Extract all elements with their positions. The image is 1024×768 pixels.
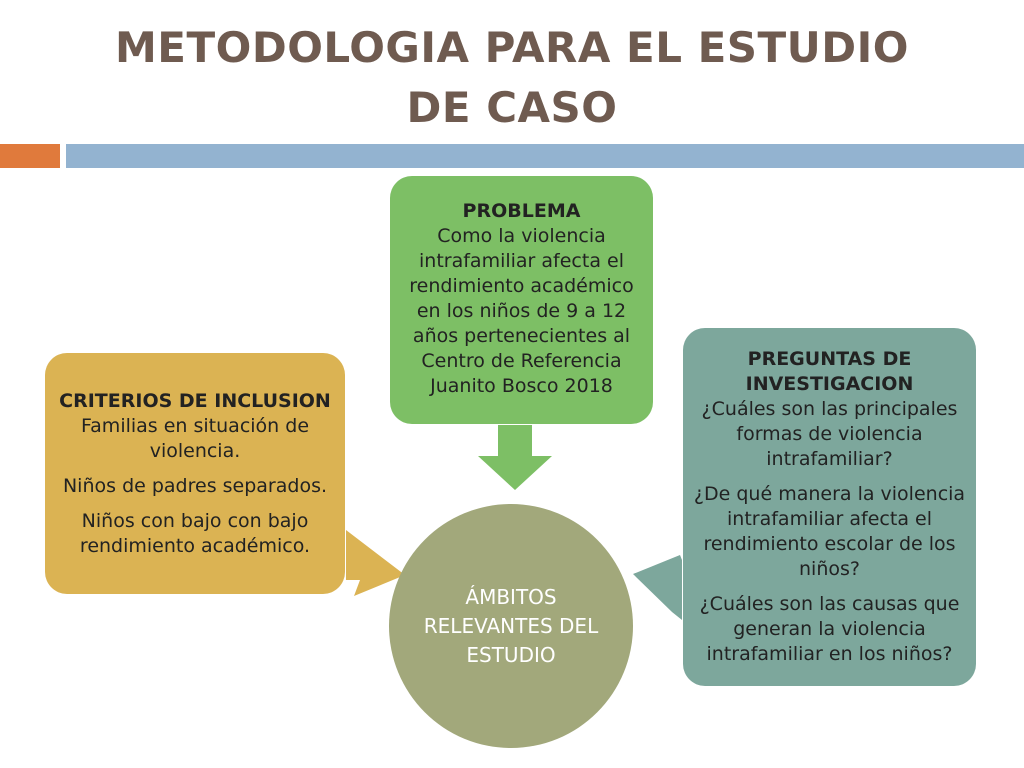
preguntas-heading: PREGUNTAS DE INVESTIGACION [745, 348, 914, 395]
slide-title-line-2: DE CASO [406, 83, 618, 132]
arrow-left-icon [633, 555, 682, 620]
criterios-item: Niños con bajo con bajo rendimiento académico. [79, 509, 311, 557]
criterios-heading: CRITERIOS DE INCLUSION [59, 389, 331, 412]
criterios-item: Niños de padres separados. [62, 474, 328, 497]
preguntas-item: ¿De qué manera la violencia intrafamiliar afecta el rendimiento escolar de los niños? [693, 483, 966, 580]
slide-title-line-1: METODOLOGIA PARA EL ESTUDIO [115, 23, 909, 72]
arrow-down-icon [478, 425, 552, 490]
problema-box [390, 176, 653, 424]
preguntas-box [683, 328, 976, 686]
problema-heading: PROBLEMA [462, 200, 581, 222]
problema-text: Como la violencia intrafamiliar afecta el rendimiento académico en los niños de 9 a 12 años pertenecientes al Centro de Referencia Juanito Bosco 2018 [409, 225, 634, 397]
preguntas-item: ¿Cuáles son las causas que generan la violencia intrafamiliar en los niños? [699, 593, 960, 665]
center-label: ÁMBITOS RELEVANTES DEL ESTUDIO [423, 584, 599, 667]
criterios-box [45, 353, 345, 594]
preguntas-item: ¿Cuáles son las principales formas de violencia intrafamiliar? [701, 398, 958, 470]
criterios-item: Familias en situación de violencia. [80, 414, 310, 462]
center-circle [389, 504, 633, 748]
